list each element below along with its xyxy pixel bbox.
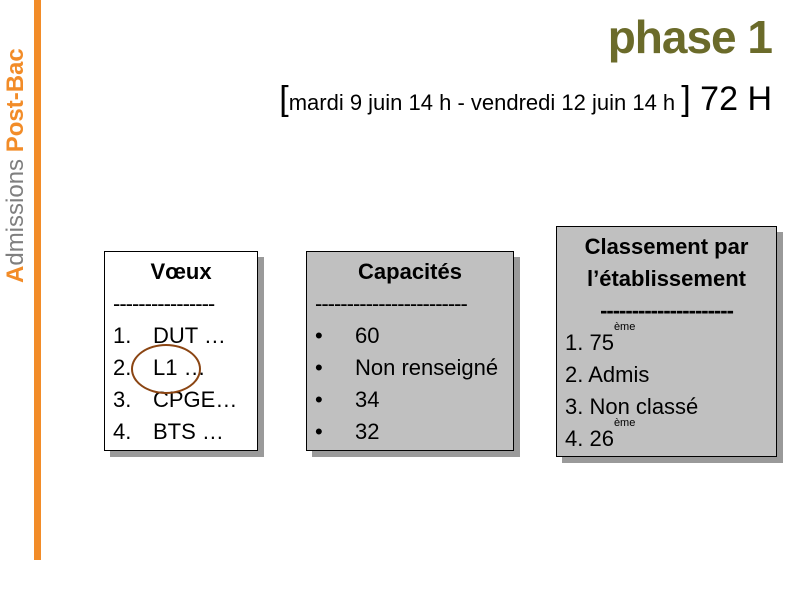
classement-header-line1: Classement par	[584, 234, 749, 259]
bullet-icon: •	[315, 355, 323, 380]
item-text: 60	[355, 323, 380, 348]
item-number: 3.	[113, 387, 132, 412]
accent-bar	[34, 0, 41, 560]
item-text: Non renseigné	[355, 355, 499, 380]
classement-box	[556, 226, 777, 457]
item-text: 32	[355, 419, 380, 444]
bullet-icon: •	[315, 419, 323, 444]
item-number: 1.	[113, 323, 132, 348]
brand-post: Post-Bac	[2, 48, 29, 153]
item-number: 2.	[113, 355, 132, 380]
list-item	[113, 320, 249, 352]
item-text: DUT …	[153, 323, 226, 348]
list-item	[565, 321, 768, 359]
item-text: 4. 26	[565, 426, 614, 451]
voeux-box	[104, 251, 258, 451]
classement-header-line2: l’établissement	[587, 266, 746, 291]
list-item	[315, 384, 505, 416]
capacites-divider: ------------------------	[315, 291, 467, 316]
voeux-header: Vœux	[150, 259, 212, 284]
page-title: phase 1	[607, 11, 772, 63]
brand-rest: dmissions	[2, 152, 29, 266]
list-item	[113, 384, 249, 416]
item-text: 3. Non classé	[565, 394, 699, 419]
subtitle-open-bracket: [	[279, 80, 289, 118]
voeux-divider: ----------------	[113, 291, 215, 316]
brand-label	[2, 48, 30, 283]
capacites-box	[306, 251, 514, 451]
item-superscript: ème	[613, 321, 636, 333]
list-item	[113, 416, 249, 448]
classement-divider: ---------------------	[600, 298, 733, 323]
item-text: CPGE…	[153, 387, 238, 412]
list-item	[315, 352, 505, 384]
subtitle-dates: mardi 9 juin 14 h - vendredi 12 juin 14 h	[288, 90, 682, 115]
list-item	[565, 359, 768, 391]
item-text: BTS …	[153, 419, 224, 444]
bullet-icon: •	[315, 387, 323, 412]
item-text: L1 …	[153, 355, 206, 380]
list-item	[315, 320, 505, 352]
subtitle-duration: 72 H	[690, 80, 772, 118]
subtitle	[279, 80, 772, 119]
list-item	[315, 416, 505, 448]
subtitle-close-bracket: ]	[681, 80, 691, 118]
item-text: 1. 75	[565, 330, 614, 355]
list-item	[565, 417, 768, 455]
item-text: 2. Admis	[565, 362, 650, 387]
bullet-icon: •	[315, 323, 323, 348]
item-number: 4.	[113, 419, 132, 444]
list-item	[565, 391, 768, 423]
item-text: 34	[355, 387, 380, 412]
item-superscript: ème	[613, 417, 636, 429]
list-item	[113, 352, 249, 384]
capacites-header: Capacités	[358, 259, 462, 284]
brand-initial: A	[2, 265, 29, 283]
